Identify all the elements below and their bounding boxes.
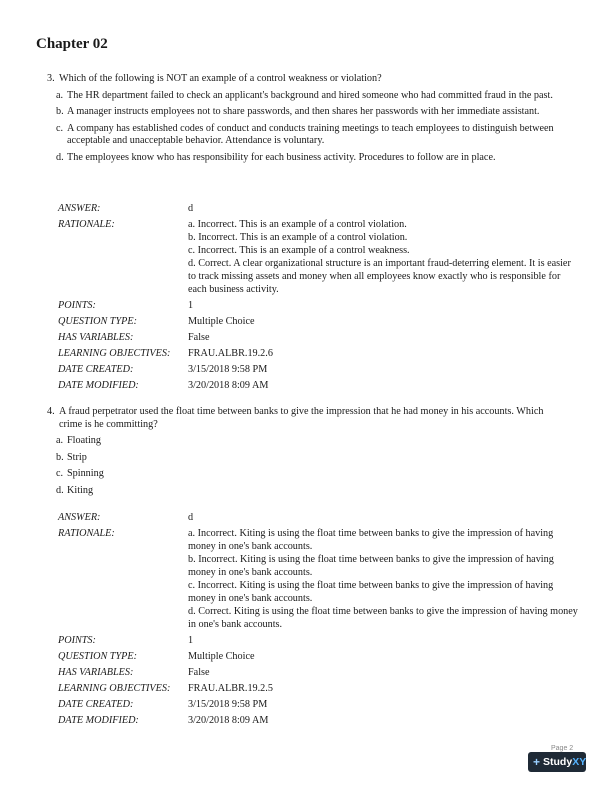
question-type-label: QUESTION TYPE:	[58, 316, 137, 327]
choice-letter: a.	[56, 89, 64, 101]
choice-text: Spinning	[67, 468, 104, 480]
rationale-line: d. Correct. A clear organizational structure is an important fraud-deterring element. It is easier to track missing assets and money when all employees know exactly who is responsible for each business activity.	[188, 258, 571, 295]
date-modified-label: DATE MODIFIED:	[58, 715, 139, 726]
choice-item	[56, 468, 567, 481]
date-created-value: 3/15/2018 9:58 PM	[188, 699, 268, 710]
studyxy-logo[interactable]	[528, 752, 586, 772]
points-value: 1	[188, 300, 194, 311]
answer-row	[58, 511, 578, 524]
learning-objectives-value: FRAU.ALBR.19.2.6	[188, 348, 273, 359]
points-label: POINTS:	[58, 300, 96, 311]
rationale-line: c. Incorrect. Kiting is using the float time between banks to give the impression of having money in one's bank accounts.	[188, 580, 554, 604]
choice-letter: c.	[56, 468, 64, 480]
date-created-row	[58, 363, 578, 376]
choice-text: The HR department failed to check an applicant's background and hired someone who had committed fraud in the past.	[67, 89, 553, 101]
logo-text-suffix: XY	[572, 756, 587, 768]
date-created-row	[58, 698, 578, 711]
question-4	[47, 406, 567, 498]
choice-item	[56, 106, 567, 119]
choice-item	[56, 435, 567, 448]
choice-text: Kiting	[67, 484, 94, 496]
date-modified-value: 3/20/2018 8:09 AM	[188, 715, 269, 726]
choice-letter: d.	[56, 151, 64, 163]
rationale-line: d. Correct. Kiting is using the float time between banks to give the impression of having money in one's bank accounts.	[188, 606, 578, 630]
page-number: Page 2	[551, 745, 574, 752]
question-4-metadata	[58, 511, 578, 730]
answer-label: ANSWER:	[58, 203, 101, 214]
rationale-label: RATIONALE:	[58, 219, 115, 230]
question-3	[47, 73, 567, 165]
choice-text: Floating	[67, 435, 101, 447]
date-modified-row	[58, 379, 578, 392]
rationale-row	[58, 218, 578, 296]
choice-letter: d.	[56, 484, 64, 496]
learning-objectives-label: LEARNING OBJECTIVES:	[58, 348, 171, 359]
answer-row	[58, 202, 578, 215]
question-number: 4.	[47, 406, 55, 417]
date-modified-value: 3/20/2018 8:09 AM	[188, 380, 269, 391]
answer-label: ANSWER:	[58, 512, 101, 523]
answer-value: d	[188, 203, 194, 214]
points-value: 1	[188, 635, 194, 646]
choice-letter: b.	[56, 106, 64, 118]
date-created-label: DATE CREATED:	[58, 364, 134, 375]
rationale-value	[188, 527, 578, 631]
question-type-row	[58, 650, 578, 663]
choice-letter: b.	[56, 451, 64, 463]
rationale-line: a. Incorrect. This is an example of a control violation.	[188, 219, 407, 230]
choice-item	[56, 152, 567, 165]
question-type-value: Multiple Choice	[188, 651, 255, 662]
plus-icon: +	[533, 755, 541, 769]
choice-text: A company has established codes of conduct and conducts training meetings to teach employees to distinguish between acceptable and unacceptable behavior. Attendance is voluntary.	[67, 122, 554, 147]
date-modified-label: DATE MODIFIED:	[58, 380, 139, 391]
has-variables-row	[58, 666, 578, 679]
question-stem	[47, 406, 567, 431]
learning-objectives-row	[58, 347, 578, 360]
rationale-row	[58, 527, 578, 631]
rationale-line: b. Incorrect. This is an example of a control violation.	[188, 232, 408, 243]
date-created-value: 3/15/2018 9:58 PM	[188, 364, 268, 375]
rationale-value	[188, 218, 578, 296]
answer-value: d	[188, 512, 194, 523]
has-variables-value: False	[188, 332, 210, 343]
has-variables-row	[58, 331, 578, 344]
question-number: 3.	[47, 73, 55, 84]
choice-item	[56, 485, 567, 498]
points-row	[58, 299, 578, 312]
choice-letter: c.	[56, 122, 64, 134]
rationale-line: c. Incorrect. This is an example of a control weakness.	[188, 245, 410, 256]
question-type-row	[58, 315, 578, 328]
question-text: Which of the following is NOT an example of a control weakness or violation?	[59, 73, 382, 84]
rationale-label: RATIONALE:	[58, 528, 115, 539]
rationale-line: b. Incorrect. Kiting is using the float time between banks to give the impression of having money in one's bank accounts.	[188, 554, 554, 578]
learning-objectives-value: FRAU.ALBR.19.2.5	[188, 683, 273, 694]
has-variables-label: HAS VARIABLES:	[58, 332, 134, 343]
question-type-label: QUESTION TYPE:	[58, 651, 137, 662]
choice-text: Strip	[67, 451, 87, 463]
choice-text: A manager instructs employees not to share passwords, and then shares her passwords with her immediate assistant.	[67, 106, 540, 118]
has-variables-label: HAS VARIABLES:	[58, 667, 134, 678]
date-modified-row	[58, 714, 578, 727]
choice-item	[56, 123, 567, 148]
logo-text-prefix: Study	[543, 756, 573, 768]
choice-item	[56, 90, 567, 103]
question-text: A fraud perpetrator used the float time between banks to give the impression that he had money in his accounts. Which crime is he committing?	[59, 406, 544, 430]
chapter-title: Chapter 02	[36, 36, 108, 52]
choice-item	[56, 452, 567, 465]
question-stem	[47, 73, 567, 86]
choice-text: The employees know who has responsibility for each business activity. Procedures to follow are in place.	[67, 151, 496, 163]
date-created-label: DATE CREATED:	[58, 699, 134, 710]
learning-objectives-label: LEARNING OBJECTIVES:	[58, 683, 171, 694]
rationale-line: a. Incorrect. Kiting is using the float time between banks to give the impression of having money in one's bank accounts.	[188, 528, 554, 552]
choice-letter: a.	[56, 435, 64, 447]
question-type-value: Multiple Choice	[188, 316, 255, 327]
points-label: POINTS:	[58, 635, 96, 646]
learning-objectives-row	[58, 682, 578, 695]
question-3-metadata	[58, 202, 578, 395]
has-variables-value: False	[188, 667, 210, 678]
points-row	[58, 634, 578, 647]
